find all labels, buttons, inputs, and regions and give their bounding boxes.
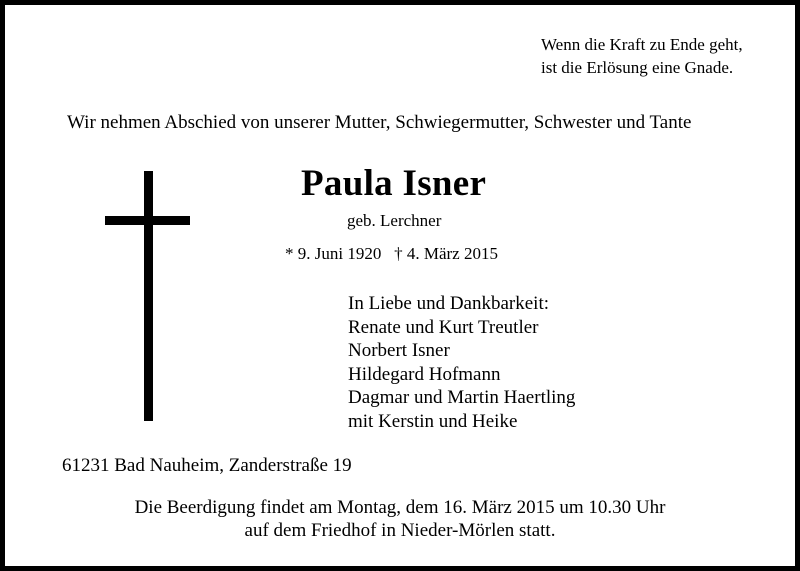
mourners-heading: In Liebe und Dankbarkeit: [348, 293, 550, 314]
mourner-name: mit Kerstin und Heike [348, 410, 518, 432]
mourner-name: Norbert Isner [348, 340, 450, 361]
cross-icon [144, 171, 153, 421]
motto-line-2: ist die Erlösung eine Gnade. [541, 58, 734, 77]
funeral-info [0, 497, 800, 542]
motto-quote [541, 33, 743, 79]
funeral-line-1: Die Beerdigung findet am Montag, dem 16. März 2015 um 10.30 Uhr [134, 497, 666, 518]
mourners-list [348, 292, 575, 433]
deceased-name: Paula Isner [301, 163, 487, 204]
maiden-name: geb. Lerchner [347, 211, 442, 230]
mourner-name: Dagmar und Martin Haertling [348, 387, 576, 408]
mourner-name: Hildegard Hofmann [348, 363, 501, 385]
address: 61231 Bad Nauheim, Zanderstraße 19 [62, 455, 352, 476]
intro-text: Wir nehmen Abschied von unserer Mutter, Schwiegermutter, Schwester und Tante [67, 112, 692, 133]
life-dates: * 9. Juni 1920 † 4. März 2015 [285, 244, 498, 263]
funeral-line-2: auf dem Friedhof in Nieder-Mörlen statt. [244, 519, 556, 541]
motto-line-1: Wenn die Kraft zu Ende geht, [541, 35, 743, 54]
mourner-name: Renate und Kurt Treutler [348, 316, 539, 338]
cross-icon-crossbar [105, 216, 190, 225]
